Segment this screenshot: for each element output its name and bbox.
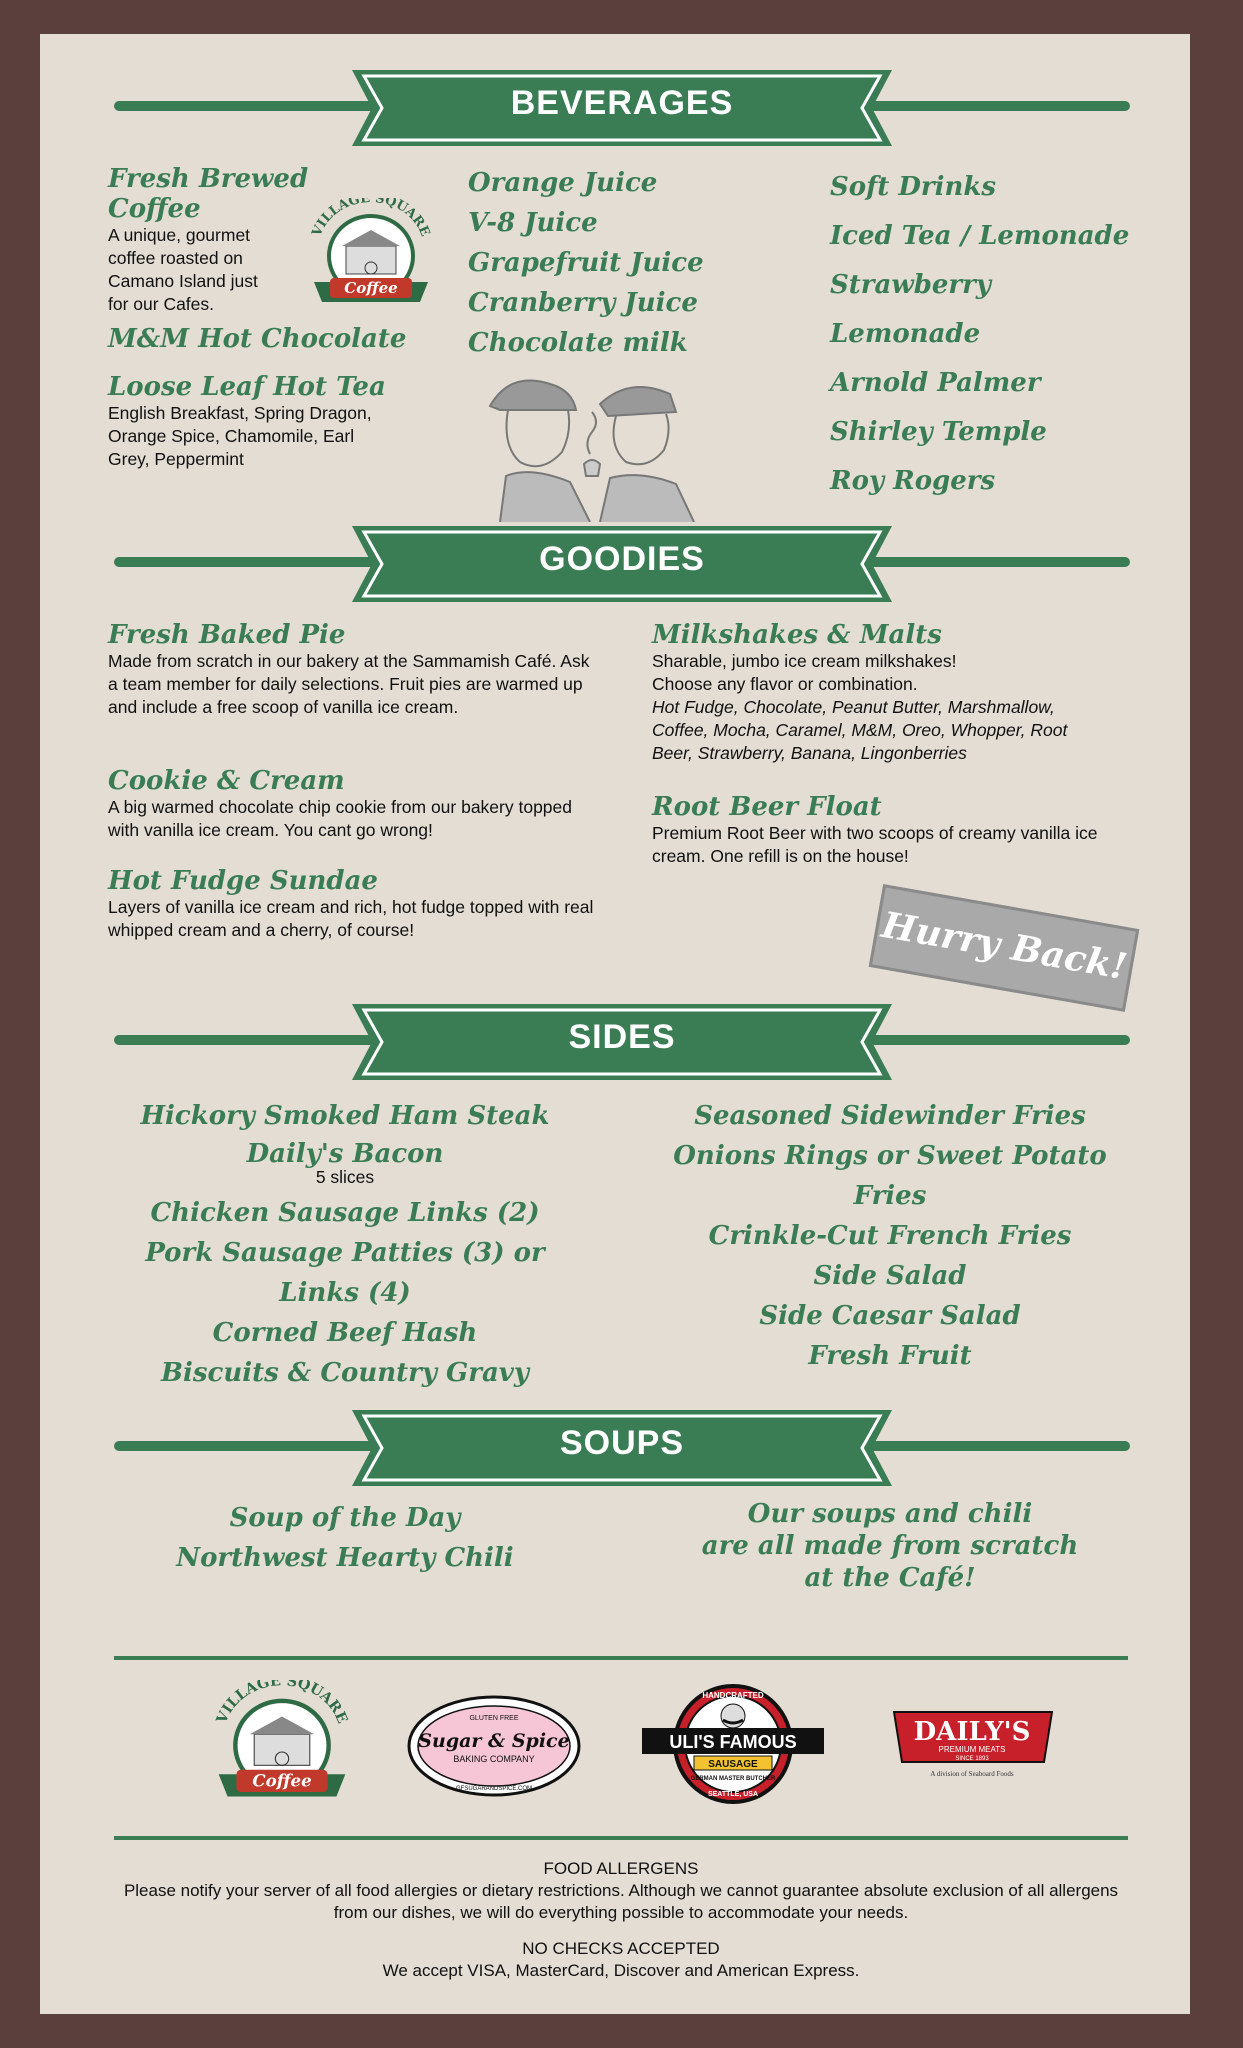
sign-text: Hurry Back! [878, 903, 1131, 989]
logo-text: GERMAN MASTER BUTCHER [690, 1776, 776, 1782]
item-name: Root Beer Float [652, 792, 882, 822]
logo-text: ULI'S FAMOUS [669, 1732, 797, 1752]
beverages-col3 [830, 163, 1150, 506]
logo-text: Coffee [252, 1770, 312, 1791]
side-item: Chicken Sausage Links (2) [150, 1198, 540, 1228]
juice-item: Orange Juice [468, 168, 658, 198]
juice-item: Grapefruit Juice [468, 248, 704, 278]
juice-item: Cranberry Juice [468, 288, 698, 318]
item-desc: Choose any flavor or combination. [652, 674, 918, 694]
item-desc: Made from scratch in our bakery at the Sammamish Café. Ask a team member for daily selections. Fruit pies are warmed up and include a free scoop of vanilla ice cream. [108, 651, 590, 717]
logo-text: HANDCRAFTED [702, 1691, 764, 1700]
logo-text: DAILY'S [913, 1717, 1031, 1747]
side-item: Seasoned Sidewinder Fries [694, 1101, 1086, 1131]
logo-text: SAUSAGE [708, 1759, 758, 1770]
logo-text: SINCE 1893 [955, 1756, 989, 1762]
village-square-logo [308, 198, 434, 312]
soup-note-line: at the Café! [804, 1563, 976, 1593]
goodies-sundae [108, 866, 608, 942]
item-name: Fresh Baked Pie [108, 620, 346, 650]
item-desc: A unique, gourmet coffee roasted on Camano Island just for our Cafes. [108, 225, 258, 314]
logo-text: VILLAGE SQUARE [213, 1680, 351, 1726]
drink-item: Iced Tea / Lemonade [830, 221, 1130, 251]
village-square-logo [212, 1680, 352, 1808]
logo-text: VILLAGE SQUARE [309, 198, 433, 239]
sides-banner [114, 1004, 1130, 1080]
logo-text: BAKING COMPANY [453, 1754, 535, 1764]
allergen-notice [114, 1858, 1128, 1982]
section-title: GOODIES [539, 540, 705, 578]
side-item: Daily's Bacon [246, 1139, 444, 1169]
drink-item: Arnold Palmer [830, 368, 1041, 398]
side-item: Biscuits & Country Gravy [161, 1358, 529, 1388]
logo-text: Coffee [344, 279, 398, 297]
logo-text: GFSUGARANDSPICE.COM [455, 1786, 533, 1792]
section-title: SOUPS [559, 1424, 685, 1462]
juice-item: V-8 Juice [468, 208, 598, 238]
soups-banner [114, 1410, 1130, 1486]
item-name: Fresh Brewed Coffee [108, 164, 309, 224]
item-name: Cookie & Cream [108, 766, 345, 796]
soup-item: Soup of the Day [229, 1503, 461, 1533]
item-desc: Sharable, jumbo ice cream milkshakes! [652, 651, 957, 671]
drink-item: Strawberry Lemonade [830, 270, 991, 349]
payment-text: We accept VISA, MasterCard, Discover and American Express. [382, 1961, 860, 1980]
ulis-sausage-logo [640, 1682, 826, 1810]
beverages-col1-tea [108, 372, 398, 471]
item-name: M&M Hot Chocolate [108, 324, 407, 354]
soups-note [660, 1498, 1120, 1594]
soups-left [108, 1498, 582, 1578]
item-desc: Layers of vanilla ice cream and rich, hot fudge topped with real whipped cream and a cherry, of course! [108, 897, 594, 940]
checks-title: NO CHECKS ACCEPTED [522, 1939, 720, 1958]
drink-item: Soft Drinks [830, 172, 997, 202]
side-item: Side Caesar Salad [759, 1301, 1021, 1331]
drink-item: Roy Rogers [830, 466, 996, 496]
side-item: Crinkle-Cut French Fries [708, 1221, 1072, 1251]
soup-note-line: Our soups and chili [747, 1499, 1033, 1529]
side-note: 5 slices [315, 1167, 375, 1187]
beverages-col1 [108, 164, 338, 316]
item-desc: A big warmed chocolate chip cookie from our bakery topped with vanilla ice cream. You cant go wrong! [108, 797, 573, 840]
section-title: BEVERAGES [510, 84, 734, 122]
soup-item: Northwest Hearty Chili [176, 1543, 514, 1573]
logo-text: A division of Seaboard Foods [930, 1770, 1014, 1778]
beverages-banner [114, 70, 1130, 146]
beverages-col2 [468, 163, 748, 363]
vintage-couple-illustration [480, 366, 710, 526]
juice-item: Chocolate milk [468, 328, 688, 358]
beverages-col1-hotchoc [108, 324, 468, 354]
allergen-text: Please notify your server of all food allergies or dietary restrictions. Although we cannot guarantee absolute exclusion of all allergens from our dishes, we will do everything possible to accommodate your needs. [123, 1881, 1119, 1922]
logo-text: GLUTEN FREE [469, 1715, 519, 1722]
drink-item: Shirley Temple [830, 417, 1047, 447]
sides-left [108, 1096, 582, 1393]
divider [114, 1656, 1128, 1660]
item-name: Milkshakes & Malts [652, 620, 942, 650]
side-item: Side Salad [813, 1261, 967, 1291]
item-name: Hot Fudge Sundae [108, 866, 378, 896]
side-item: Onions Rings or Sweet Potato Fries [673, 1141, 1107, 1211]
soup-note-line: are all made from scratch [701, 1531, 1079, 1561]
dailys-logo [890, 1706, 1056, 1786]
logo-text: SEATTLE, USA [707, 1791, 759, 1798]
section-title: SIDES [568, 1018, 676, 1056]
goodies-milkshakes [652, 620, 1112, 765]
item-desc: English Breakfast, Spring Dragon, Orange Spice, Chamomile, Earl Grey, Peppermint [108, 403, 372, 469]
goodies-cookie [108, 766, 588, 842]
allergen-title: FOOD ALLERGENS [543, 1859, 699, 1878]
logo-text: Sugar & Spice [418, 1730, 570, 1752]
side-item: Hickory Smoked Ham Steak [140, 1101, 550, 1131]
goodies-banner [114, 526, 1130, 602]
flavor-list: Hot Fudge, Chocolate, Peanut Butter, Marshmallow, Coffee, Mocha, Caramel, M&M, Oreo, Whopper, Root Beer, Strawberry, Banana, Lingonberries [652, 697, 1068, 763]
sugar-spice-logo [406, 1694, 582, 1802]
logo-text: PREMIUM MEATS [938, 1745, 1006, 1754]
goodies-pie [108, 620, 598, 719]
divider [114, 1836, 1128, 1840]
side-item: Fresh Fruit [808, 1341, 972, 1371]
side-item: Corned Beef Hash [212, 1318, 478, 1348]
item-desc: Premium Root Beer with two scoops of creamy vanilla ice cream. One refill is on the house! [652, 823, 1098, 866]
goodies-float [652, 792, 1112, 868]
side-item: Pork Sausage Patties (3) or Links (4) [145, 1238, 545, 1308]
sides-right [660, 1096, 1120, 1376]
item-name: Loose Leaf Hot Tea [108, 372, 386, 402]
